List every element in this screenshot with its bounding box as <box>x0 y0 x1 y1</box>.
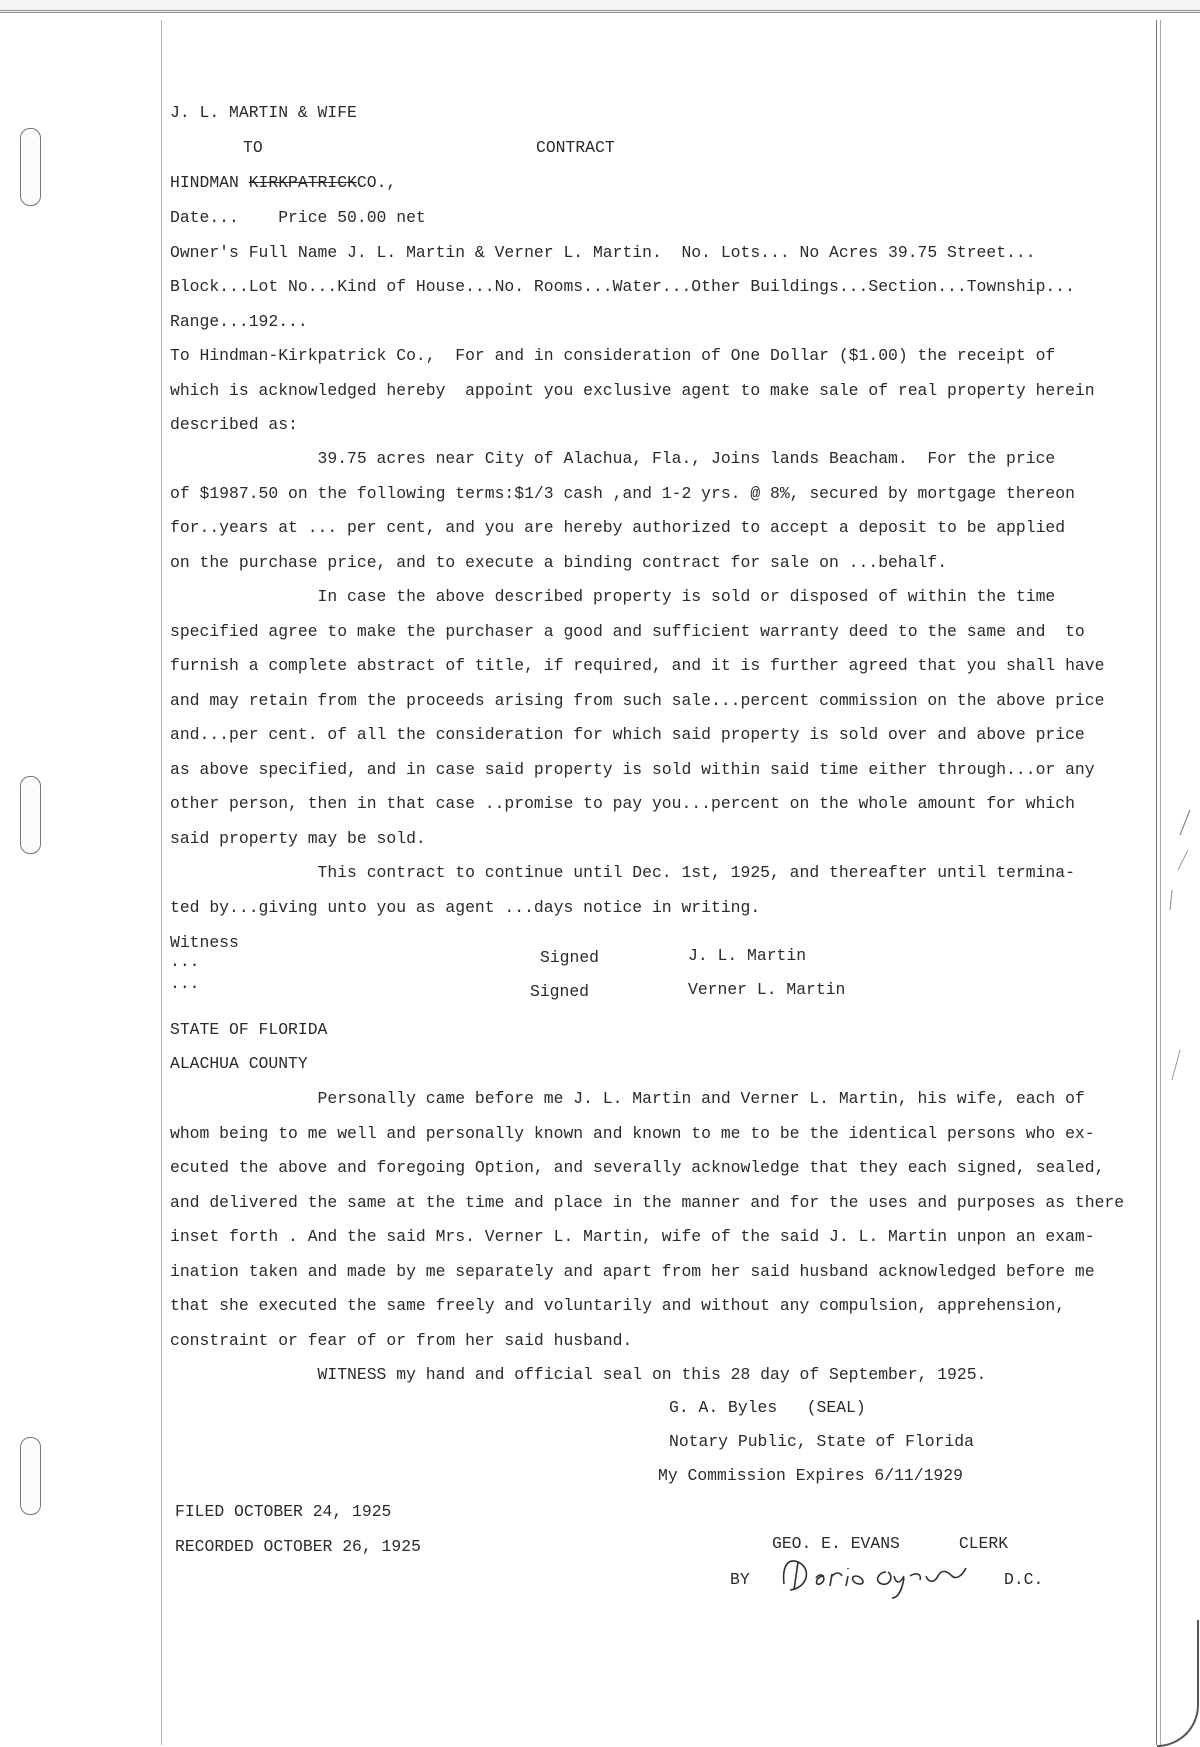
text-line: ination taken and made by me separately and apart from her said husband acknowledged before me <box>170 1262 1095 1281</box>
date-price-line: Date... Price 50.00 net <box>170 208 426 227</box>
party-to-struck: KIRKPATRICK <box>248 173 357 192</box>
text-line: specified agree to make the purchaser a good and sufficient warranty deed to the same and to <box>170 622 1085 641</box>
text-line: described as: <box>170 415 298 434</box>
clerk-line: GEO. E. EVANS CLERK <box>772 1534 1009 1553</box>
left-margin-rule <box>161 20 162 1745</box>
text-line: other person, then in that case ..promise to pay you...percent on the whole amount for which <box>170 794 1075 813</box>
text-line: Personally came before me J. L. Martin and Verner L. Martin, his wife, each of <box>170 1089 1085 1108</box>
text-line: and delivered the same at the time and place in the manner and for the uses and purposes as there <box>170 1193 1125 1212</box>
party-to <box>170 173 396 193</box>
text-line: constraint or fear of or from her said husband. <box>170 1331 633 1350</box>
text-line: of $1987.50 on the following terms:$1/3 cash ,and 1-2 yrs. @ 8%, secured by mortgage thereon <box>170 484 1075 503</box>
text-line: and may retain from the proceeds arising from such sale...percent commission on the above price <box>170 691 1105 710</box>
text-line: on the purchase price, and to execute a binding contract for sale on ...behalf. <box>170 553 948 572</box>
text-line: ted by...giving unto you as agent ...days notice in writing. <box>170 898 761 917</box>
text-line: 39.75 acres near City of Alachua, Fla., Joins lands Beacham. For the price <box>170 449 1056 468</box>
owner-line: Owner's Full Name J. L. Martin & Verner L. Martin. No. Lots... No Acres 39.75 Street... <box>170 243 1036 262</box>
signer-name: Verner L. Martin <box>688 980 846 999</box>
document-type: CONTRACT <box>536 138 615 157</box>
county-line: ALACHUA COUNTY <box>170 1054 308 1073</box>
party-from: J. L. MARTIN & WIFE <box>170 103 357 122</box>
binder-hole-middle <box>20 776 41 854</box>
filed-date: FILED OCTOBER 24, 1925 <box>175 1502 392 1521</box>
margin-pen-marks <box>1160 790 1200 1090</box>
signer-name: J. L. Martin <box>688 946 807 965</box>
text-line: as above specified, and in case said property is sold within said time either through...or any <box>170 760 1095 779</box>
text-line: furnish a complete abstract of title, if required, and it is further agreed that you shall have <box>170 656 1105 675</box>
text-line: In case the above described property is sold or disposed of within the time <box>170 587 1056 606</box>
notary-name: G. A. Byles (SEAL) <box>669 1398 866 1417</box>
deputy-clerk-signature <box>778 1554 988 1600</box>
witness-dots: ... <box>170 952 200 971</box>
page-curl-corner <box>1157 1620 1199 1747</box>
witness-dots: ... <box>170 974 200 993</box>
text-line: inset forth . And the said Mrs. Verner L. Martin, wife of the said J. L. Martin unpon an exam- <box>170 1227 1095 1246</box>
text-line: WITNESS my hand and official seal on this 28 day of September, 1925. <box>170 1365 987 1384</box>
text-line: that she executed the same freely and voluntarily and without any compulsion, apprehension, <box>170 1296 1066 1315</box>
recorded-date: RECORDED OCTOBER 26, 1925 <box>175 1537 421 1556</box>
text-line: To Hindman-Kirkpatrick Co., For and in consideration of One Dollar ($1.00) the receipt of <box>170 346 1056 365</box>
binder-hole-top <box>20 128 41 206</box>
text-line: said property may be sold. <box>170 829 426 848</box>
text-line: for..years at ... per cent, and you are hereby authorized to accept a deposit to be applied <box>170 518 1066 537</box>
text-line: This contract to continue until Dec. 1st, 1925, and thereafter until termina- <box>170 863 1075 882</box>
signed-label: Signed <box>540 948 600 967</box>
state-line: STATE OF FLORIDA <box>170 1020 328 1039</box>
text-line: which is acknowledged hereby appoint you exclusive agent to make sale of real property herein <box>170 381 1095 400</box>
text-line: ecuted the above and foregoing Option, and severally acknowledge that they each signed, sealed, <box>170 1158 1105 1177</box>
witness-label: Witness <box>170 933 239 952</box>
range-line: Range...192... <box>170 312 308 331</box>
party-to-suffix: CO., <box>356 173 397 192</box>
page-top-border <box>0 0 1200 13</box>
binder-hole-bottom <box>20 1437 41 1515</box>
dc-label: D.C. <box>1004 1570 1044 1589</box>
text-line: whom being to me well and personally known and known to me to be the identical persons who ex- <box>170 1124 1095 1143</box>
text-line: and...per cent. of all the consideration for which said property is sold over and above price <box>170 725 1085 744</box>
party-to-prefix: HINDMAN <box>170 173 249 192</box>
signed-label: Signed <box>530 982 590 1001</box>
by-label: BY <box>730 1570 750 1589</box>
notary-commission: My Commission Expires 6/11/1929 <box>658 1466 963 1485</box>
block-line: Block...Lot No...Kind of House...No. Rooms...Water...Other Buildings...Section...Township... <box>170 277 1075 296</box>
notary-title: Notary Public, State of Florida <box>669 1432 974 1451</box>
to-label: TO <box>243 138 263 157</box>
